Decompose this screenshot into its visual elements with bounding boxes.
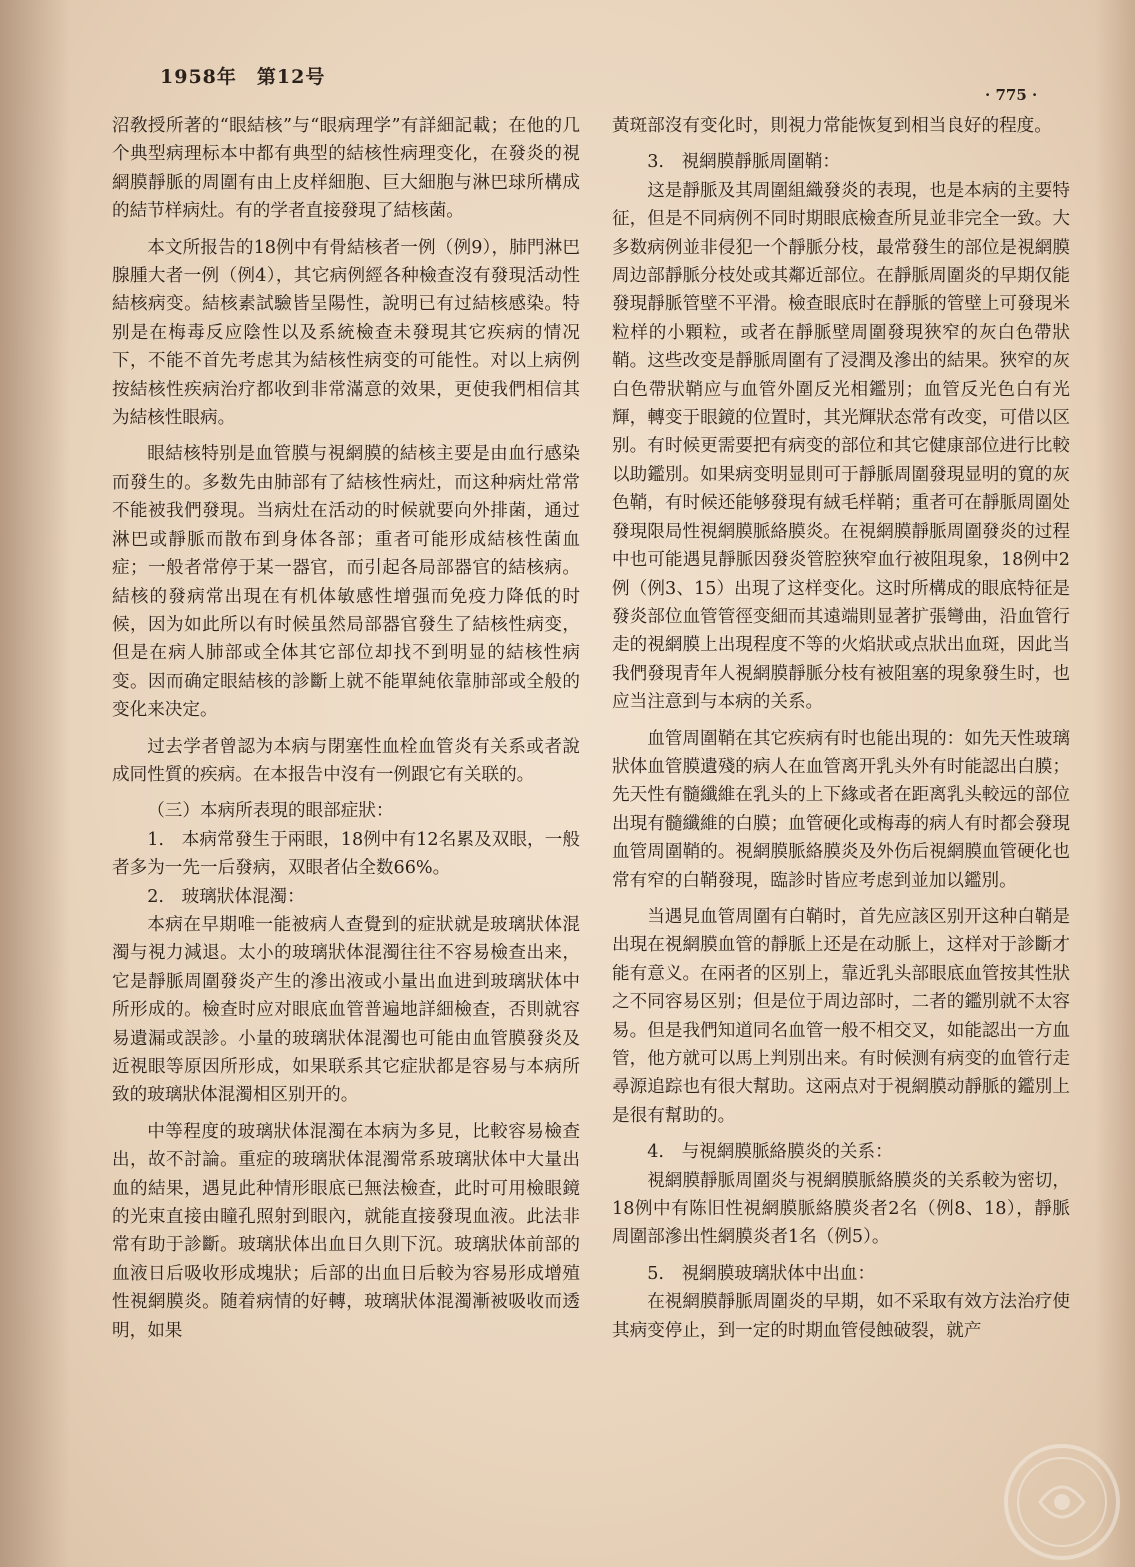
paragraph: 眼結核特别是血管膜与視網膜的結核主要是由血行感染而發生的。多数先由肺部有了結核性病灶，而这种病灶常常不能被我們發現。当病灶在活动的时候就要向外排菌，通过淋巴或靜脈而散布到身体各部；重者可能形成結核性菌血症；一般者常停于某一器官，而引起各局部器官的結核病。結核的發病常出現在有机体敏感性增强而免疫力降低的时候，因为如此所以有时候虽然局部器官發生了結核性病变，但是在病人肺部或全体其它部位却找不到明显的結核性病变。因而确定眼結核的診斷上就不能單純依靠肺部或全般的变化来决定。 [112,444,580,721]
paragraph: 这是靜脈及其周圍組織發炎的表現，也是本病的主要特征，但是不同病例不同时期眼底檢查所見並非完全一致。大多数病例並非侵犯一个靜脈分枝，最常發生的部位是視網膜周边部靜脈分枝处或其鄰近部位。在靜脈周圍炎的早期仅能發現靜脈管壁不平滑。檢查眼底时在靜脈的管壁上可發現米粒样的小顆粒，或者在靜脈壁周圍發現狹窄的灰白色帶狀鞘。这些改变是靜脈周圍有了浸潤及滲出的結果。狹窄的灰白色帶狀鞘应与血管外圍反光相鑑別；血管反光色白有光輝，轉变于眼鏡的位置时，其光輝狀态常有改变，可借以区别。有时候更需要把有病变的部位和其它健康部位进行比較以助鑑別。如果病变明显則可于靜脈周圍發現显明的寬的灰色鞘，有时候还能够發現有絨毛样鞘；重者可在靜脈周圍处發現限局性視網膜脈絡膜炎。在視網膜靜脈周圍發炎的过程中也可能遇見靜脈因發炎管腔狹窄血行被阻現象，18例中2例（例3、15）出現了这样变化。这时所構成的眼底特征是發炎部位血管管徑变細而其遠端則显著扩張彎曲，沿血管行走的視網膜上出現程度不等的火焰狀或点狀出血斑，因此当我們發現青年人視網膜靜脈分枝有被阻塞的現象發生时，也应当注意到与本病的关系。 [612,180,1070,713]
paragraph: 沼敎授所著的“眼結核”与“眼病理学”有詳細記載；在他的几个典型病理标本中都有典型的結核性病理变化，在發炎的視網膜靜脈的周圍有由上皮样細胞、巨大細胞与淋巴球所構成的結节样病灶。有的学者直接發現了結核菌。 [112,116,580,222]
left-column [112,112,580,1345]
subsection-heading: 3. 視網膜靜脈周圍鞘： [647,152,840,173]
paragraph: 1. 本病常發生于兩眼，18例中有12名累及双眼，一般者多为一先一后發病，双眼者佔全数66%。 [112,829,580,879]
paragraph: 在視網膜靜脈周圍炎的早期，如不采取有效方法治疗使其病变停止，到一定的时期血管侵蝕破裂，就产 [612,1292,1070,1341]
section-heading: （三）本病所表現的眼部症狀： [147,801,394,822]
subsection-heading: 4. 与視網膜脈絡膜炎的关系： [647,1142,893,1163]
right-column [612,112,1070,1345]
page-number: · 775 · [985,86,1038,104]
library-seal-watermark [1000,1440,1125,1565]
paragraph: 中等程度的玻璃狀体混濁在本病为多見，比較容易檢查出，故不討論。重症的玻璃狀体混濁常系玻璃狀体中大量出血的結果，遇見此种情形眼底已無法檢查，此时可用檢眼鏡的光束直接由瞳孔照射到眼內，就能直接發現血液。此法非常有助于診斷。玻璃狀体出血日久則下沉。玻璃狀体前部的血液日后吸收形成塊狀；后部的出血日后較为容易形成增殖性視網膜炎。随着病情的好轉，玻璃狀体混濁漸被吸收而透明，如果 [112,1121,580,1341]
paragraph: 血管周圍鞘在其它疾病有时也能出現的：如先天性玻璃狀体血管膜遺殘的病人在血管离开乳头外有时能認出白膜；先天性有髓纖維在乳头的上下緣或者在距离乳头較远的部位出現有髓纖維的白膜；血管硬化或梅毒的病人有时都会發現血管周圍鞘的。視網膜脈絡膜炎及外伤后視網膜血管硬化也常有窄的白鞘發現，臨診时皆应考虑到並加以鑑別。 [612,728,1070,891]
running-head: 1958年 第12号 [160,66,326,88]
subsection-heading: 5. 視網膜玻璃狀体中出血： [647,1263,876,1284]
paragraph: 視網膜靜脈周圍炎与視網膜脈絡膜炎的关系較为密切，18例中有陈旧性視網膜脈絡膜炎者2名（例8、18），靜脈周圍部滲出性網膜炎者1名（例5）。 [612,1170,1070,1248]
subsection-heading: 2. 玻璃狀体混濁： [147,886,305,907]
paragraph: 本文所报告的18例中有骨結核者一例（例9），肺門淋巴腺腫大者一例（例4），其它病例經各种檢查沒有發現活动性結核病变。結核素試驗皆呈陽性，說明已有过結核感染。特别是在梅毒反应陰性以及系統檢查未發現其它疾病的情况下，不能不首先考虑其为結核性病变的可能性。对以上病例按結核性疾病治疗都收到非常滿意的效果，更使我們相信其为結核性眼病。 [112,237,580,429]
paragraph: 过去学者曾認为本病与閉塞性血栓血管炎有关系或者說成同性質的疾病。在本报告中沒有一例跟它有关联的。 [112,736,580,785]
paragraph: 当遇見血管周圍有白鞘时，首先应該区别开这种白鞘是出現在視網膜血管的靜脈上还是在动脈上，这样对于診斷才能有意义。在兩者的区别上，靠近乳头部眼底血管按其性狀之不同容易区别；但是位于周边部时，二者的鑑別就不太容易。但是我們知道同名血管一般不相交叉，如能認出一方血管，他方就可以馬上判別出来。有时候测有病变的血管行走尋源追踪也有很大幫助。这兩点对于視網膜动靜脈的鑑別上是很有幫助的。 [612,906,1070,1126]
page-shadow-right [1095,0,1135,1567]
paragraph: 本病在早期唯一能被病人查覺到的症狀就是玻璃狀体混濁与視力減退。太小的玻璃狀体混濁往往不容易檢查出来，它是靜脈周圍發炎产生的滲出液或小量出血进到玻璃狀体中所形成的。檢查时应对眼底血管普遍地詳細檢查，否則就容易遺漏或誤診。小量的玻璃狀体混濁也可能由血管膜發炎及近視眼等原因所形成，如果联系其它症狀都是容易与本病所致的玻璃狀体混濁相区别开的。 [112,914,580,1106]
page-shadow-left [0,0,70,1567]
paragraph: 黃斑部沒有变化时，則視力常能恢复到相当良好的程度。 [612,116,1052,136]
